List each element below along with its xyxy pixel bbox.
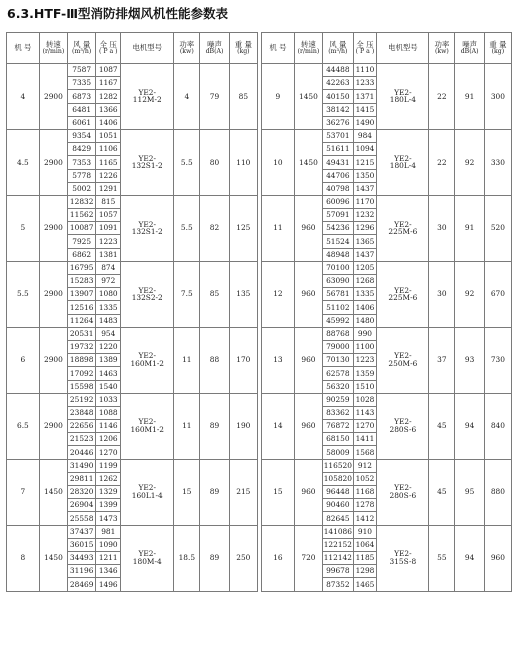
- cell-flow: 6862: [68, 248, 96, 261]
- header-speed: 转速 (r/min): [294, 33, 322, 64]
- cell-pressure: 1091: [96, 222, 121, 235]
- cell-speed: 960: [294, 459, 322, 525]
- cell-flow: 7335: [68, 77, 96, 90]
- cell-speed: 1450: [294, 64, 322, 130]
- cell-model-no: 11: [262, 195, 295, 261]
- cell-weight: 840: [484, 393, 511, 459]
- cell-flow: 21523: [68, 433, 96, 446]
- cell-power: 55: [429, 525, 455, 591]
- cell-speed: 2900: [39, 129, 67, 195]
- cell-weight: 85: [229, 64, 257, 130]
- cell-motor: YE2- 280S-6: [377, 393, 429, 459]
- cell-noise: 94: [455, 393, 484, 459]
- cell-pressure: 1399: [96, 499, 121, 512]
- cell-pressure: 1282: [96, 90, 121, 103]
- table-row: [262, 393, 512, 406]
- header-flow: 风 量 (m³/h): [323, 33, 354, 64]
- table-row: [7, 393, 258, 406]
- cell-flow: 44706: [323, 169, 354, 182]
- cell-pressure: 1057: [96, 209, 121, 222]
- cell-flow: 87352: [323, 578, 354, 591]
- cell-flow: 57091: [323, 209, 354, 222]
- cell-motor: YE2- 160L1-4: [121, 459, 174, 525]
- header-noise: 噪声 dB(A): [455, 33, 484, 64]
- cell-speed: 1450: [39, 459, 67, 525]
- cell-power: 5.5: [174, 195, 200, 261]
- header-flow: 风 量 (m³/h): [68, 33, 96, 64]
- cell-flow: 51611: [323, 143, 354, 156]
- cell-pressure: 1366: [96, 103, 121, 116]
- cell-flow: 22656: [68, 420, 96, 433]
- table-row: [7, 195, 258, 208]
- cell-flow: 99678: [323, 565, 354, 578]
- header-motor: 电机型号: [121, 33, 174, 64]
- cell-pressure: 1220: [96, 340, 121, 353]
- cell-motor: YE2- 225M-6: [377, 195, 429, 261]
- cell-flow: 36015: [68, 538, 96, 551]
- cell-pressure: 1510: [353, 380, 377, 393]
- cell-pressure: 1106: [96, 143, 121, 156]
- cell-flow: 48948: [323, 248, 354, 261]
- cell-power: 7.5: [174, 261, 200, 327]
- cell-flow: 79000: [323, 340, 354, 353]
- cell-model-no: 7: [7, 459, 40, 525]
- header-model-no: 机 号: [7, 33, 40, 64]
- table-body: [7, 64, 258, 592]
- cell-flow: 17092: [68, 367, 96, 380]
- document-title: 6.3.HTF-Ⅲ型消防排烟风机性能参数表: [7, 6, 229, 21]
- header-power: 功率 (kw): [174, 33, 200, 64]
- cell-pressure: 1437: [353, 248, 377, 261]
- cell-flow: 40798: [323, 182, 354, 195]
- header-weight: 重 量 (kg): [229, 33, 257, 64]
- cell-flow: 90259: [323, 393, 354, 406]
- cell-flow: 20531: [68, 327, 96, 340]
- cell-flow: 10087: [68, 222, 96, 235]
- cell-power: 15: [174, 459, 200, 525]
- cell-pressure: 1080: [96, 288, 121, 301]
- cell-pressure: 1389: [96, 354, 121, 367]
- cell-flow: 56320: [323, 380, 354, 393]
- table-row: [262, 261, 512, 274]
- cell-flow: 49431: [323, 156, 354, 169]
- cell-pressure: 954: [96, 327, 121, 340]
- cell-weight: 960: [484, 525, 511, 591]
- cell-pressure: 1090: [96, 538, 121, 551]
- cell-model-no: 4: [7, 64, 40, 130]
- header-pressure: 全 压 ( P a ): [353, 33, 377, 64]
- cell-flow: 11562: [68, 209, 96, 222]
- cell-pressure: 1262: [96, 472, 121, 485]
- cell-motor: YE2- 132S1-2: [121, 195, 174, 261]
- cell-pressure: 1411: [353, 433, 377, 446]
- cell-flow: 29811: [68, 472, 96, 485]
- cell-power: 5.5: [174, 129, 200, 195]
- cell-speed: 960: [294, 261, 322, 327]
- spec-table-right: [261, 32, 512, 592]
- cell-noise: 92: [455, 261, 484, 327]
- cell-flow: 5778: [68, 169, 96, 182]
- cell-power: 18.5: [174, 525, 200, 591]
- cell-motor: YE2- 250M-6: [377, 327, 429, 393]
- cell-speed: 1450: [294, 129, 322, 195]
- cell-pressure: 1496: [96, 578, 121, 591]
- cell-model-no: 14: [262, 393, 295, 459]
- cell-flow: 44488: [323, 64, 354, 77]
- cell-flow: 31490: [68, 459, 96, 472]
- cell-flow: 70100: [323, 261, 354, 274]
- table-row: [262, 525, 512, 538]
- cell-model-no: 9: [262, 64, 295, 130]
- cell-power: 11: [174, 327, 200, 393]
- table-row: [262, 129, 512, 142]
- table-row: [262, 327, 512, 340]
- cell-flow: 15283: [68, 275, 96, 288]
- cell-pressure: 1143: [353, 406, 377, 419]
- cell-speed: 960: [294, 327, 322, 393]
- header-pressure: 全 压 ( P a ): [96, 33, 121, 64]
- cell-model-no: 6.5: [7, 393, 40, 459]
- cell-noise: 92: [455, 129, 484, 195]
- cell-motor: YE2- 315S-8: [377, 525, 429, 591]
- cell-pressure: 1199: [96, 459, 121, 472]
- cell-pressure: 1291: [96, 182, 121, 195]
- cell-motor: YE2- 180L-4: [377, 64, 429, 130]
- cell-flow: 63090: [323, 275, 354, 288]
- cell-flow: 6061: [68, 116, 96, 129]
- table-row: [262, 64, 512, 77]
- cell-pressure: 1437: [353, 182, 377, 195]
- cell-pressure: 1463: [96, 367, 121, 380]
- cell-flow: 28320: [68, 486, 96, 499]
- cell-flow: 9354: [68, 129, 96, 142]
- cell-flow: 141086: [323, 525, 354, 538]
- cell-pressure: 912: [353, 459, 377, 472]
- header-noise: 噪声 dB(A): [200, 33, 229, 64]
- cell-flow: 60096: [323, 195, 354, 208]
- cell-speed: 2900: [39, 327, 67, 393]
- cell-pressure: 1064: [353, 538, 377, 551]
- cell-model-no: 13: [262, 327, 295, 393]
- cell-model-no: 5.5: [7, 261, 40, 327]
- cell-pressure: 1223: [353, 354, 377, 367]
- cell-flow: 26904: [68, 499, 96, 512]
- cell-weight: 300: [484, 64, 511, 130]
- cell-flow: 105820: [323, 472, 354, 485]
- cell-power: 22: [429, 64, 455, 130]
- cell-weight: 730: [484, 327, 511, 393]
- cell-pressure: 1371: [353, 90, 377, 103]
- cell-model-no: 5: [7, 195, 40, 261]
- cell-motor: YE2- 132S1-2: [121, 129, 174, 195]
- cell-noise: 89: [200, 393, 229, 459]
- cell-pressure: 1415: [353, 103, 377, 116]
- cell-flow: 34493: [68, 551, 96, 564]
- cell-pressure: 1215: [353, 156, 377, 169]
- cell-motor: YE2- 180M-4: [121, 525, 174, 591]
- cell-pressure: 1568: [353, 446, 377, 459]
- cell-motor: YE2- 132S2-2: [121, 261, 174, 327]
- cell-weight: 250: [229, 525, 257, 591]
- cell-flow: 25558: [68, 512, 96, 525]
- cell-noise: 95: [455, 459, 484, 525]
- cell-flow: 96448: [323, 486, 354, 499]
- cell-pressure: 1211: [96, 551, 121, 564]
- cell-pressure: 815: [96, 195, 121, 208]
- cell-flow: 23848: [68, 406, 96, 419]
- cell-pressure: 990: [353, 327, 377, 340]
- cell-pressure: 1329: [96, 486, 121, 499]
- cell-flow: 15598: [68, 380, 96, 393]
- cell-weight: 670: [484, 261, 511, 327]
- cell-pressure: 1490: [353, 116, 377, 129]
- cell-flow: 19732: [68, 340, 96, 353]
- table-row: [7, 525, 258, 538]
- table-row: [7, 459, 258, 472]
- cell-flow: 25192: [68, 393, 96, 406]
- table-row: [262, 459, 512, 472]
- cell-flow: 38142: [323, 103, 354, 116]
- cell-pressure: 1168: [353, 486, 377, 499]
- cell-pressure: 1473: [96, 512, 121, 525]
- cell-pressure: 1170: [353, 195, 377, 208]
- cell-speed: 720: [294, 525, 322, 591]
- cell-pressure: 1100: [353, 340, 377, 353]
- cell-power: 37: [429, 327, 455, 393]
- cell-pressure: 1052: [353, 472, 377, 485]
- cell-noise: 91: [455, 64, 484, 130]
- cell-flow: 122152: [323, 538, 354, 551]
- table-row: [7, 261, 258, 274]
- cell-flow: 36276: [323, 116, 354, 129]
- header-speed: 转速 (r/min): [39, 33, 67, 64]
- cell-weight: 330: [484, 129, 511, 195]
- cell-pressure: 1350: [353, 169, 377, 182]
- cell-flow: 6873: [68, 90, 96, 103]
- cell-model-no: 6: [7, 327, 40, 393]
- cell-model-no: 12: [262, 261, 295, 327]
- cell-speed: 1450: [39, 525, 67, 591]
- cell-pressure: 1232: [353, 209, 377, 222]
- cell-flow: 83362: [323, 406, 354, 419]
- cell-noise: 80: [200, 129, 229, 195]
- cell-motor: YE2- 160M1-2: [121, 393, 174, 459]
- cell-noise: 79: [200, 64, 229, 130]
- cell-pressure: 981: [96, 525, 121, 538]
- cell-flow: 116520: [323, 459, 354, 472]
- cell-model-no: 10: [262, 129, 295, 195]
- cell-pressure: 1335: [353, 288, 377, 301]
- cell-motor: YE2- 160M1-2: [121, 327, 174, 393]
- cell-speed: 960: [294, 393, 322, 459]
- cell-pressure: 984: [353, 129, 377, 142]
- cell-weight: 880: [484, 459, 511, 525]
- cell-model-no: 16: [262, 525, 295, 591]
- cell-pressure: 1033: [96, 393, 121, 406]
- cell-power: 30: [429, 195, 455, 261]
- cell-flow: 7587: [68, 64, 96, 77]
- cell-pressure: 1146: [96, 420, 121, 433]
- cell-flow: 112142: [323, 551, 354, 564]
- cell-pressure: 1268: [353, 275, 377, 288]
- cell-noise: 88: [200, 327, 229, 393]
- cell-weight: 135: [229, 261, 257, 327]
- cell-flow: 51102: [323, 301, 354, 314]
- cell-pressure: 1381: [96, 248, 121, 261]
- cell-flow: 68150: [323, 433, 354, 446]
- cell-flow: 54236: [323, 222, 354, 235]
- cell-pressure: 1296: [353, 222, 377, 235]
- cell-power: 45: [429, 393, 455, 459]
- cell-noise: 91: [455, 195, 484, 261]
- cell-flow: 5002: [68, 182, 96, 195]
- cell-flow: 88768: [323, 327, 354, 340]
- cell-flow: 42263: [323, 77, 354, 90]
- cell-flow: 70130: [323, 354, 354, 367]
- cell-weight: 190: [229, 393, 257, 459]
- cell-model-no: 4.5: [7, 129, 40, 195]
- cell-power: 30: [429, 261, 455, 327]
- cell-flow: 90460: [323, 499, 354, 512]
- cell-pressure: 1226: [96, 169, 121, 182]
- cell-flow: 45992: [323, 314, 354, 327]
- cell-pressure: 1335: [96, 301, 121, 314]
- cell-weight: 520: [484, 195, 511, 261]
- cell-speed: 2900: [39, 64, 67, 130]
- cell-pressure: 1278: [353, 499, 377, 512]
- cell-noise: 82: [200, 195, 229, 261]
- cell-flow: 7925: [68, 235, 96, 248]
- cell-pressure: 1406: [353, 301, 377, 314]
- cell-speed: 2900: [39, 261, 67, 327]
- cell-motor: YE2- 280S-6: [377, 459, 429, 525]
- cell-pressure: 1365: [353, 235, 377, 248]
- cell-pressure: 1223: [96, 235, 121, 248]
- cell-pressure: 1298: [353, 565, 377, 578]
- cell-pressure: 1359: [353, 367, 377, 380]
- cell-pressure: 1406: [96, 116, 121, 129]
- header-weight: 重 量 (kg): [484, 33, 511, 64]
- cell-flow: 37437: [68, 525, 96, 538]
- cell-flow: 58009: [323, 446, 354, 459]
- cell-flow: 12832: [68, 195, 96, 208]
- cell-noise: 89: [200, 459, 229, 525]
- cell-flow: 20446: [68, 446, 96, 459]
- cell-flow: 18898: [68, 354, 96, 367]
- cell-pressure: 1480: [353, 314, 377, 327]
- cell-pressure: 1540: [96, 380, 121, 393]
- header-power: 功率 (kw): [429, 33, 455, 64]
- cell-power: 4: [174, 64, 200, 130]
- cell-pressure: 910: [353, 525, 377, 538]
- cell-motor: YE2- 180L-4: [377, 129, 429, 195]
- cell-pressure: 1087: [96, 64, 121, 77]
- cell-pressure: 1110: [353, 64, 377, 77]
- cell-power: 11: [174, 393, 200, 459]
- cell-noise: 85: [200, 261, 229, 327]
- table-body: [262, 64, 512, 592]
- cell-pressure: 1094: [353, 143, 377, 156]
- cell-motor: YE2- 112M-2: [121, 64, 174, 130]
- cell-noise: 94: [455, 525, 484, 591]
- cell-flow: 62578: [323, 367, 354, 380]
- cell-model-no: 15: [262, 459, 295, 525]
- cell-flow: 31196: [68, 565, 96, 578]
- table-row: [262, 195, 512, 208]
- table-row: [7, 64, 258, 77]
- cell-flow: 8429: [68, 143, 96, 156]
- cell-flow: 16795: [68, 261, 96, 274]
- cell-flow: 13907: [68, 288, 96, 301]
- header-row: [262, 33, 512, 64]
- cell-flow: 53701: [323, 129, 354, 142]
- header-motor: 电机型号: [377, 33, 429, 64]
- cell-flow: 12516: [68, 301, 96, 314]
- table-row: [7, 327, 258, 340]
- cell-power: 22: [429, 129, 455, 195]
- cell-flow: 7353: [68, 156, 96, 169]
- cell-speed: 2900: [39, 393, 67, 459]
- cell-pressure: 1205: [353, 261, 377, 274]
- cell-flow: 40150: [323, 90, 354, 103]
- cell-pressure: 1028: [353, 393, 377, 406]
- cell-pressure: 1165: [96, 156, 121, 169]
- cell-pressure: 874: [96, 261, 121, 274]
- cell-pressure: 1088: [96, 406, 121, 419]
- cell-flow: 51524: [323, 235, 354, 248]
- cell-pressure: 1206: [96, 433, 121, 446]
- cell-flow: 82645: [323, 512, 354, 525]
- cell-weight: 215: [229, 459, 257, 525]
- cell-flow: 76872: [323, 420, 354, 433]
- cell-pressure: 1346: [96, 565, 121, 578]
- spec-table-left: [6, 32, 258, 592]
- cell-weight: 125: [229, 195, 257, 261]
- header-row: [7, 33, 258, 64]
- cell-flow: 6481: [68, 103, 96, 116]
- cell-pressure: 1051: [96, 129, 121, 142]
- cell-flow: 11264: [68, 314, 96, 327]
- cell-pressure: 1233: [353, 77, 377, 90]
- cell-weight: 170: [229, 327, 257, 393]
- cell-pressure: 1167: [96, 77, 121, 90]
- cell-pressure: 1483: [96, 314, 121, 327]
- cell-pressure: 1412: [353, 512, 377, 525]
- cell-model-no: 8: [7, 525, 40, 591]
- cell-pressure: 1270: [353, 420, 377, 433]
- cell-speed: 960: [294, 195, 322, 261]
- cell-flow: 28469: [68, 578, 96, 591]
- header-model-no: 机 号: [262, 33, 295, 64]
- cell-weight: 110: [229, 129, 257, 195]
- cell-pressure: 1185: [353, 551, 377, 564]
- cell-speed: 2900: [39, 195, 67, 261]
- cell-pressure: 1465: [353, 578, 377, 591]
- cell-power: 45: [429, 459, 455, 525]
- cell-pressure: 972: [96, 275, 121, 288]
- cell-flow: 56781: [323, 288, 354, 301]
- cell-noise: 93: [455, 327, 484, 393]
- cell-motor: YE2- 225M-6: [377, 261, 429, 327]
- table-row: [7, 129, 258, 142]
- cell-pressure: 1270: [96, 446, 121, 459]
- cell-noise: 89: [200, 525, 229, 591]
